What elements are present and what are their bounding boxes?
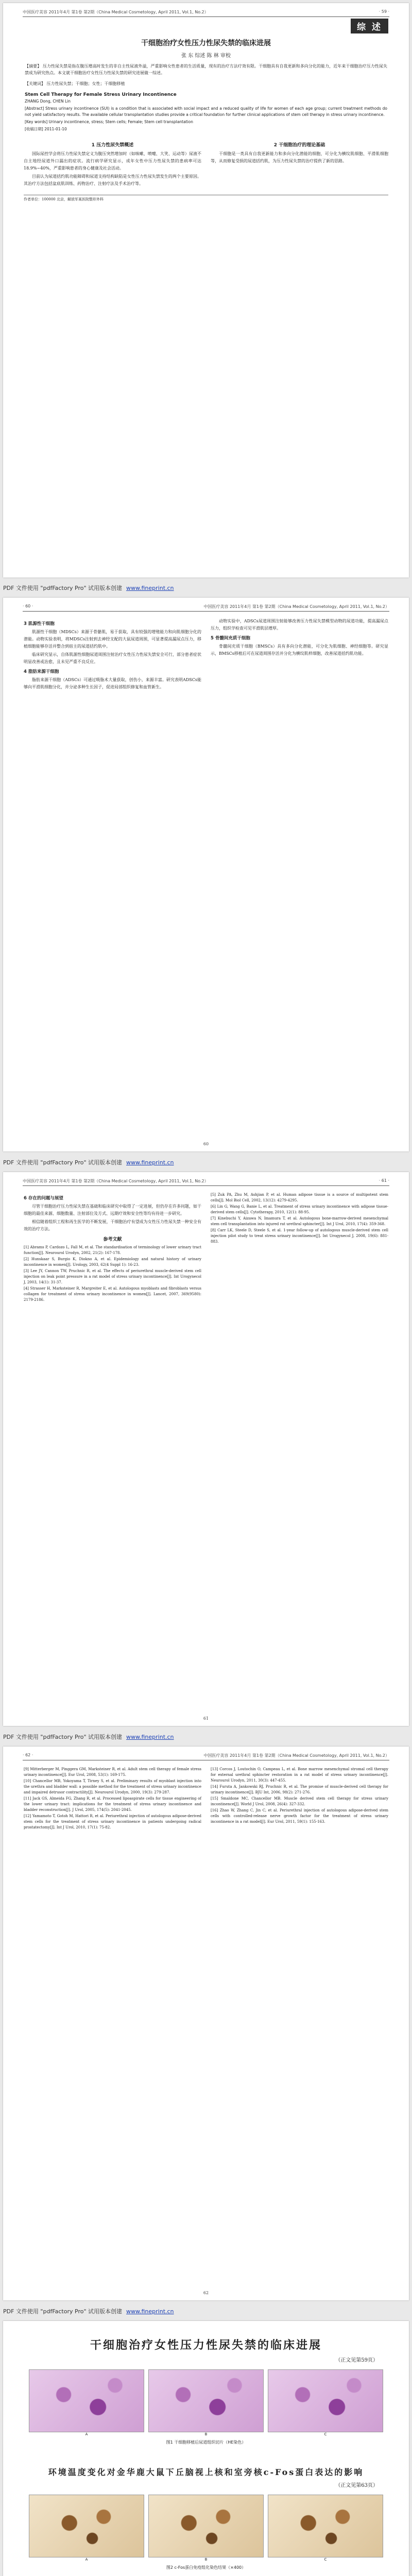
- paragraph: 肌源性干细胞（MDSCs）来源于骨骼肌，易于获取，具有较强的增殖能力和向肌细胞分化的潜能。动物实验表明，将MDSCs注射到去神经支配的大鼠尿道周围，可显著提高漏尿点压力，移植细胞能够存活并整合到宿主的尿道括约肌中。: [24, 630, 201, 649]
- reference-item: [4] Strasser H, Marksteiner R, Margreiter E, et al. Autologous myoblasts and fibroblasts versus collagen for treatment of stress urinary incontinence in women[J]. Lancet, 2007, 369(9580): 2179-2186.: [24, 1286, 201, 1302]
- paragraph: 动物实验中，ADSCs尿道周围注射能够改善压力性尿失禁模型动物的尿道功能，提高漏尿点压力，组织学检查可见平滑肌层增厚。: [211, 619, 388, 631]
- journal-header-left: 中国医疗美容 2011年4月 第1卷 第2期（China Medical Cosmetology, April 2011, Vol.1, No.2）: [23, 1179, 209, 1183]
- histology-image: [148, 2369, 264, 2432]
- running-header: [23, 1178, 389, 1186]
- pdf-banner-link[interactable]: www.fineprint.cn: [126, 584, 174, 591]
- photo-panel: [268, 2369, 383, 2436]
- reference-item: [9] Mitterberger M, Pinggera GM, Marksteiner R, et al. Adult stem cell therapy of female stress urinary incontinence[J]. Eur Urol, 2008, 53(1): 169-175.: [24, 1767, 201, 1777]
- paragraph: 干细胞是一类具有自我更新能力和多向分化潜能的细胞，可分化为横纹肌细胞、平滑肌细胞等，从而修复受损的尿道括约肌，为压力性尿失禁的治疗提供了新的思路。: [211, 151, 388, 163]
- column-right: [211, 618, 388, 692]
- keywords-cn: 【关键词】 压力性尿失禁；干细胞；女性；干细胞移植: [25, 81, 125, 86]
- article-title: 干细胞治疗女性压力性尿失禁的临床进展: [141, 39, 271, 47]
- paragraph: 骨髓间充质干细胞（BMSCs）具有多向分化潜能，可分化为肌细胞、神经细胞等。研究显示，BMSCs移植后可在尿道周围存活并分化为横纹肌样细胞，改善尿道括约肌功能。: [211, 644, 388, 656]
- reference-item: [12] Yamamoto T, Gotoh M, Hattori R, et al. Periurethral injection of autologous adipose-derived stem cells for the treatment of stress urinary incontinence in patients undergoing radical prostatectomy[J]. Int J Urol, 2010, 17(1): 75-82.: [24, 1814, 201, 1829]
- reference-item: [5] Zuk PA, Zhu M, Ashjian P, et al. Human adipose tissue is a source of multipotent stem cells[J]. Mol Biol Cell, 2002, 13(12): 4279-4295.: [211, 1193, 388, 1202]
- column-left: [24, 1192, 201, 1303]
- page-number: 60: [203, 1142, 209, 1146]
- column-right: [211, 1767, 388, 1831]
- page-4: [3, 1747, 409, 2300]
- reference-item: [8] Carr LK, Steele D, Steele S, et al. 1-year follow-up of autologous muscle-derived stem cell injection pilot study to treat stress urinary incontinence[J]. Int Urogynecol J, 2008, 19(6): 881-883.: [211, 1228, 388, 1244]
- reference-item: [16] Zhao W, Zhang C, Jin C, et al. Periurethral injection of autologous adipose-derived stem cells with controlled-release nerve growth factor for the treatment of stress urinary incontinence in a rat model[J]. Eur Urol, 2011, 59(1): 155-163.: [211, 1808, 388, 1824]
- journal-header-right: 中国医疗美容 2011年4月 第1卷 第2期（China Medical Cosmetology, April 2011, Vol.1, No.2）: [203, 604, 389, 609]
- reference-item: [15] Smaldone MC, Chancellor MB. Muscle derived stem cell therapy for stress urinary incontinence[J]. World J Urol, 2008, 26(4): 327-332.: [211, 1797, 388, 1806]
- pdf-banner: [3, 1156, 174, 1168]
- section-tag: 综 述: [351, 19, 388, 33]
- page-number: 62: [203, 2291, 209, 2295]
- page-2: [3, 598, 409, 1151]
- body-columns: [24, 139, 388, 189]
- paragraph: 目前认为尿道括约肌功能障碍和尿道支持结构缺陷是女性压力性尿失禁发生的两个主要原因。其治疗方法包括盆底肌训练、药物治疗、注射疗法及手术治疗等。: [24, 174, 201, 186]
- article-authors: 张 东 综述 陈 林 审校: [181, 53, 231, 59]
- reference-item: [13] Corcos J, Loutochin O, Campeau L, et al. Bone marrow mesenchymal stromal cell therapy for external urethral sphincter restoration in a rat model of stress urinary incontinence[J]. Neurourol Urodyn, 2011, 30(3): 447-455.: [211, 1767, 388, 1783]
- photo-panel: [148, 2369, 264, 2436]
- journal-header-right: · 59 ·: [379, 9, 389, 14]
- paragraph: 脂肪来源干细胞（ADSCs）可通过吸脂术大量获取，创伤小，来源丰富。研究表明ADSCs能够向平滑肌细胞分化，并分泌多种生长因子，促进局部组织修复和血管新生。: [24, 677, 201, 689]
- pdf-banner-link[interactable]: www.fineprint.cn: [126, 2308, 174, 2315]
- english-keywords: [Key words] Urinary incontinence, stress; Stem cells; Female; Stem cell transplantation: [25, 120, 193, 124]
- reference-item: [1] Abrams P, Cardozo L, Fall M, et al. The standardisation of terminology of lower urinary tract function[J]. Neurourol Urodyn, 2002, 21(2): 167-178.: [24, 1245, 201, 1255]
- column-left: [24, 618, 201, 692]
- photo-label: C: [324, 2557, 327, 2562]
- received-date: [收稿日期] 2011-01-10: [25, 127, 67, 131]
- photo-grid-1: [29, 2369, 383, 2436]
- body-columns: [24, 1192, 388, 1303]
- immunohistochemistry-image: [29, 2495, 144, 2557]
- journal-header-left: · 62 ·: [23, 1753, 33, 1757]
- photo-label: B: [204, 2432, 208, 2436]
- plate-section-title: 环境温度变化对金华鹿大鼠下丘脑视上核和室旁核c-Fos蛋白表达的影响: [48, 2467, 364, 2477]
- reference-item: [2] Hunskaar S, Burgio K, Diokno A, et al. Epidemiology and natural history of urinary incontinence in women[J]. Urology, 2003, 62(4 Suppl 1): 16-23.: [24, 1257, 201, 1267]
- histology-image: [29, 2369, 144, 2432]
- english-abstract: [Abstract] Stress urinary incontinence (SUI) is a condition that is associated with social impact and a reduced quality of life for women of each age group; current treatment methods do not yield satisfactory results. The available cellular transplantation studies provide a critical foundation for further clinical applications of stem cell therapy in stress urinary incontinence.: [25, 106, 387, 117]
- reference-item: [11] Jack GS, Almeida FG, Zhang R, et al. Processed lipoaspirate cells for tissue engineering of the lower urinary tract: implications for the treatment of stress urinary incontinence and bladder reconstruction[J]. J Urol, 2005, 174(5): 2041-2045.: [24, 1797, 201, 1812]
- plate-section-subtitle: （正文见第63页）: [335, 2483, 378, 2488]
- page-number: 61: [203, 1716, 209, 1721]
- section-heading: 5 骨髓间充质干细胞: [211, 636, 250, 641]
- pdf-banner-text: PDF 文件使用 "pdfFactory Pro" 试用版本创建: [3, 1734, 123, 1740]
- photo-label: A: [85, 2557, 88, 2562]
- english-authors: ZHANG Dong, CHEN Lin: [25, 99, 71, 104]
- plate-title: 干细胞治疗女性压力性尿失禁的临床进展: [90, 2338, 322, 2352]
- reference-item: [6] Lin G, Wang G, Banie L, et al. Treatment of stress urinary incontinence with adipose tissue-derived stem cells[J]. Cytotherapy, 2010, 12(1): 88-95.: [211, 1205, 388, 1214]
- paragraph: 相信随着组织工程和再生医学的不断发展，干细胞治疗有望成为女性压力性尿失禁一种安全有效的治疗方法。: [24, 1219, 201, 1231]
- column-right: [211, 1192, 388, 1303]
- section-heading: 3 肌源性干细胞: [24, 621, 55, 626]
- references-list-a: [24, 1245, 201, 1303]
- figure-caption: 图2 c-Fos蛋白免疫组化染色结果（×400）: [166, 2565, 246, 2570]
- immunohistochemistry-image: [148, 2495, 264, 2557]
- body-columns: [24, 618, 388, 692]
- photo-label: C: [324, 2432, 327, 2436]
- histology-image: [268, 2369, 383, 2432]
- reference-item: [7] Kinebuchi Y, Aizawa N, Imamura T, et al. Autologous bone-marrow-derived mesenchymal stem cell transplantation into injured rat urethral sphincter[J]. Int J Urol, 2010, 17(4): 359-368.: [211, 1216, 388, 1226]
- figure-caption: 图1 干细胞移植后尿道组织切片（HE染色）: [166, 2440, 246, 2445]
- photo-label: A: [85, 2432, 88, 2436]
- reference-item: [10] Chancellor MB, Yokoyama T, Tirney S, et al. Preliminary results of myoblast injection into the urethra and bladder wall: a possible method for the treatment of stress urinary incontinence and impaired detrusor contractility[J]. Neurourol Urodyn, 2000, 19(3): 279-287.: [24, 1779, 201, 1794]
- section-heading: 1 压力性尿失禁概述: [91, 143, 134, 148]
- running-header: [23, 9, 389, 17]
- section-heading: 4 脂肪来源干细胞: [24, 669, 59, 674]
- reference-item: [14] Furuta A, Jankowski RJ, Pruchnic R, et al. The promise of muscle-derived cell therapy for urinary incontinence[J]. BJU Int, 2006, 98(2): 271-276.: [211, 1785, 388, 1794]
- section-heading: 2 干细胞治疗的理论基础: [273, 143, 325, 148]
- english-title: Stem Cell Therapy for Female Stress Urinary Incontinence: [25, 92, 177, 97]
- page-5-plates: [3, 2321, 409, 2576]
- paragraph: 国际尿控学会将压力性尿失禁定义为腹压突然增加时（如咳嗽、喷嚏、大笑、运动等）尿液不自主地经尿道外口漏出的症状。流行病学研究显示，成年女性中压力性尿失禁的患病率可达18.9%~40%，严重影响患者的身心健康及社会活动。: [24, 151, 201, 171]
- photo-grid-2: [29, 2495, 383, 2562]
- pdf-banner-link[interactable]: www.fineprint.cn: [126, 1733, 174, 1740]
- journal-header-right: 中国医疗美容 2011年4月 第1卷 第2期（China Medical Cosmetology, April 2011, Vol.1, No.2）: [203, 1753, 389, 1758]
- journal-header-left: 中国医疗美容 2011年4月 第1卷 第2期（China Medical Cosmetology, April 2011, Vol.1, No.2）: [23, 10, 209, 14]
- pdf-banner-text: PDF 文件使用 "pdfFactory Pro" 试用版本创建: [3, 2308, 123, 2315]
- journal-header-right: · 61 ·: [379, 1178, 389, 1183]
- paragraph: 临床研究显示，自体肌源性细胞尿道周围注射治疗女性压力性尿失禁安全可行，部分患者症状明显改善或治愈，且未见严重不良反应。: [24, 652, 201, 664]
- column-left: [24, 139, 201, 189]
- photo-panel: [148, 2495, 264, 2562]
- photo-panel: [268, 2495, 383, 2562]
- running-header: [23, 1753, 389, 1760]
- pdf-banner: [3, 2305, 174, 2317]
- page-1: [3, 3, 409, 578]
- pdf-banner: [3, 582, 174, 594]
- body-columns: [24, 1767, 388, 1831]
- photo-label: B: [204, 2557, 208, 2562]
- abstract-cn: 【摘要】 压力性尿失禁是指在腹压增高时发生的非自主性尿液外溢，严重影响女性患者的生活质量，现有的治疗方法疗效有限。干细胞具有自我更新和多向分化的能力，近年来干细胞治疗压力性尿失禁成为研究热点。本文就干细胞治疗女性压力性尿失禁的研究进展做一综述。: [25, 64, 387, 75]
- plate-subtitle: （正文见第59页）: [335, 2358, 378, 2363]
- references-heading: 参考文献: [103, 1237, 122, 1242]
- running-header: [23, 604, 389, 612]
- reference-item: [3] Lee JY, Cannon TW, Pruchnic R, et al. The effects of periurethral muscle-derived stem cell injection on leak point pressure in a rat model of stress urinary incontinence[J]. Int Urogynecol J, 2003, 14(1): 31-37.: [24, 1269, 201, 1284]
- pdf-banner-text: PDF 文件使用 "pdfFactory Pro" 试用版本创建: [3, 1159, 123, 1166]
- column-right: [211, 139, 388, 189]
- paragraph: 尽管干细胞治疗压力性尿失禁在基础和临床研究中取得了一定进展，但仍存在许多问题，如干细胞的最佳来源、细胞数量、注射部位及方式、远期疗效和安全性等均有待进一步研究。: [24, 1204, 201, 1216]
- photo-panel: [29, 2495, 144, 2562]
- pdf-banner-text: PDF 文件使用 "pdfFactory Pro" 试用版本创建: [3, 585, 123, 591]
- footnote: 作者单位：100000 北京，解放军某医院整形外科: [24, 195, 388, 202]
- photo-panel: [29, 2369, 144, 2436]
- pdf-banner-link[interactable]: www.fineprint.cn: [126, 1159, 174, 1166]
- column-left: [24, 1767, 201, 1831]
- immunohistochemistry-image: [268, 2495, 383, 2557]
- page-3: [3, 1172, 409, 1726]
- pdf-banner: [3, 1731, 174, 1743]
- journal-header-left: · 60 ·: [23, 604, 33, 608]
- section-heading: 6 存在的问题与展望: [24, 1196, 63, 1201]
